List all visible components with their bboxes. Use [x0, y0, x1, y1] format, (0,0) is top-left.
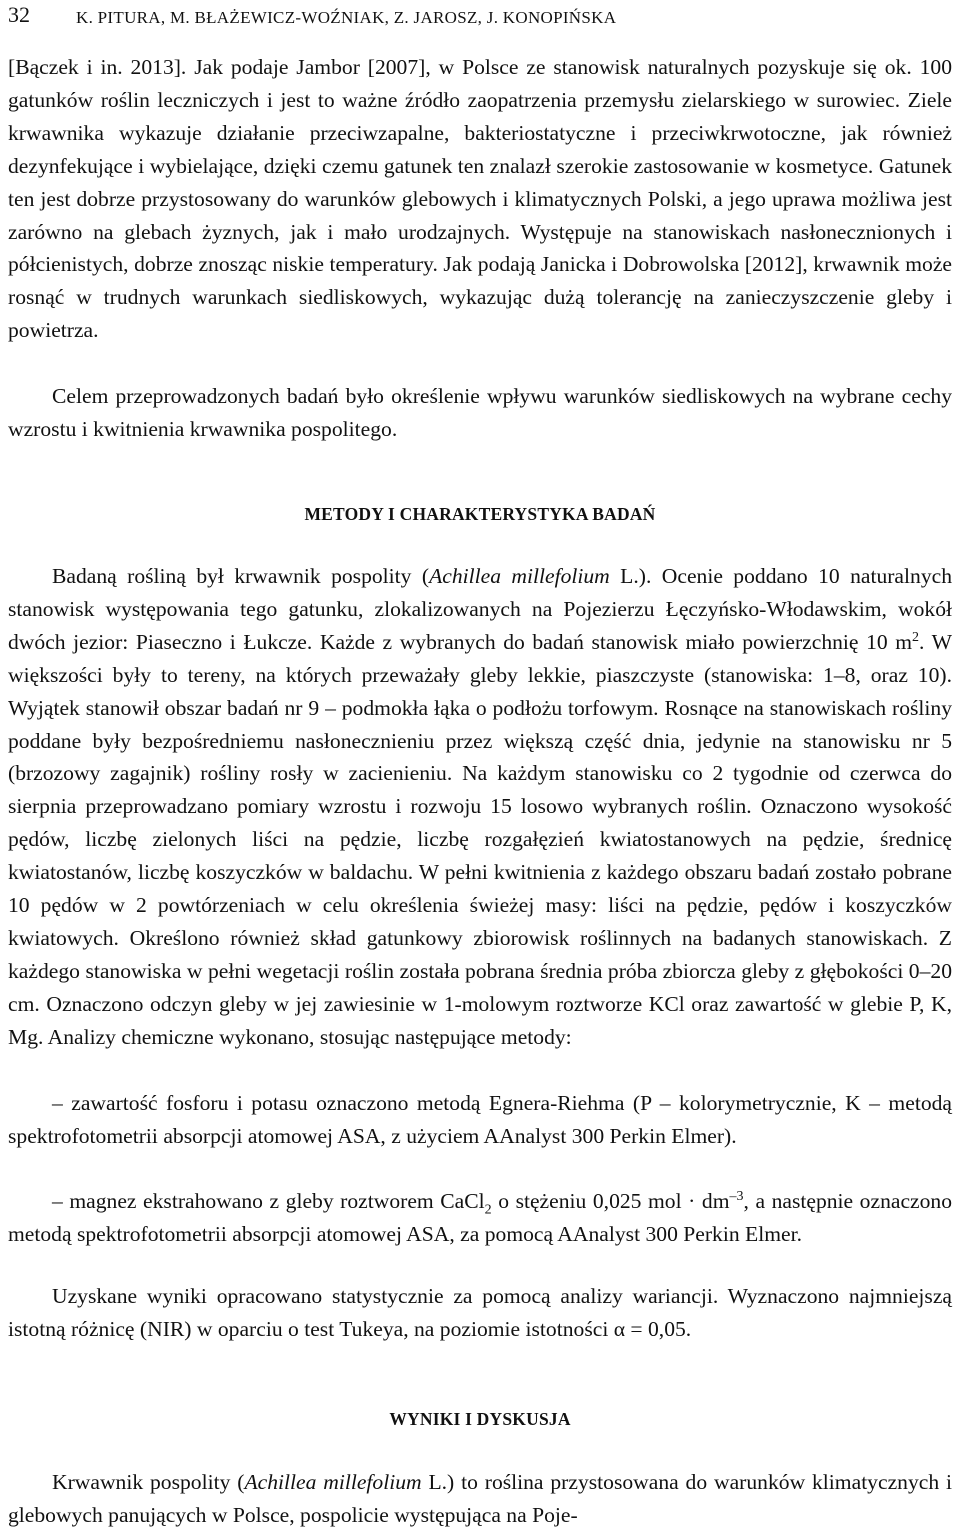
results-paragraph-1: [8, 1466, 952, 1532]
methods-text-part-1: Badaną rośliną był krwawnik pospolity (: [52, 564, 430, 588]
methods-list-item-magnesium: [8, 1185, 952, 1251]
magnesium-text-part-3: , a następnie oznaczono metodą spektrofotometrii absorpcji atomowej ASA, za pomocą AAnalyst 300 Perkin Elmer.: [8, 1189, 953, 1246]
intro-paragraph-1: [Bączek i in. 2013]. Jak podaje Jambor [2007], w Polsce ze stanowisk naturalnych pozyskuje się ok. 100 gatunków roślin leczniczych i jest to ważne źródło zaopatrzenia przemysłu zielarskiego w surowiec. Ziele krwawnika wykazuje działanie przeciwzapalne, bakteriostatyczne i przeciwkrwotoczne, jak również dezynfekujące i wybielające, dzięki czemu gatunek ten znalazł szerokie zastosowanie w kosmetyce. Gatunek ten jest dobrze przystosowany do warunków glebowych i klimatycznych Polski, a jego uprawa możliwa jest zarówno na glebach żyznych, jak i mało urodzajnych. Występuje na stanowiskach nasłonecznionych i półcienistych, dobrze znosząc niskie temperatury. Jak podają Janicka i Dobrowolska [2012], krwawnik może rosnąć w trudnych warunkach siedliskowych, wykazując dużą tolerancję na zanieczyszczenie gleby i powietrza.: [8, 55, 952, 343]
page-number: 32: [8, 2, 30, 27]
section-heading-results: WYNIKI I DYSKUSJA: [389, 1409, 571, 1429]
methods-text-part-2: L.). Ocenie poddano 10 naturalnych stanowisk występowania tego gatunku, zlokalizowanych na Pojezierzu Łęczyńsko-Włodawskim, wokół dwóch jezior: Piaseczno i Łukcze. Każde z wybranych do badań stanowisk miało powierzchnię 10 m: [8, 564, 952, 654]
methods-statistics-paragraph: Uzyskane wyniki opracowano statystycznie za pomocą analizy wariancji. Wyznaczono najmniejszą istotną różnicę (NIR) w oparciu o test Tukeya, na poziomie istotności α = 0,05.: [8, 1284, 952, 1341]
intro-paragraph-2: Celem przeprowadzonych badań było określenie wpływu warunków siedliskowych na wybrane cechy wzrostu i kwitnienia krwawnika pospolitego.: [8, 384, 952, 441]
magnesium-text-part-1: – magnez ekstrahowano z gleby roztworem CaCl: [52, 1189, 485, 1213]
running-head-authors: K. PITURA, M. BŁAŻEWICZ-WOŹNIAK, Z. JAROSZ, J. KONOPIŃSKA: [76, 8, 617, 27]
cacl2-subscript: 2: [484, 1202, 492, 1218]
page-header: [8, 2, 952, 28]
latin-species-name-results: Achillea millefolium: [244, 1470, 422, 1494]
area-unit-superscript: 2: [912, 629, 920, 645]
methods-text-part-3: . W większości były to tereny, na których przeważały gleby lekkie, piaszczyste (stanowiska: 1–8, oraz 10). Wyjątek stanowił obszar badań nr 9 – podmokła łąka o podłożu torfowym. Rosnące na stanowiskach rośliny poddane były bezpośredniemu nasłonecznieniu przez większą część dnia, jedynie na stanowisku nr 5 (brzozowy zagajnik) rośliny rosły w zacienieniu. Na każdym stanowisku co 2 tygodnie od czerwca do sierpnia przeprowadzano pomiary wzrostu i rozwoju 15 losowo wybranych roślin. Oznaczono wysokość pędów, liczbę zielonych liści na pędzie, liczbę rozgałęzień kwiatostanowych na pędzie, średnicę kwiatostanów, liczbę koszyczków w baldachu. W pełni kwitnienia z każdego obszaru badań zostało pobrane 10 pędów w 2 powtórzeniach w celu określenia świeżej masy: liści na pędzie, pędów i koszyczków kwiatowych. Określono również skład gatunkowy zbiorowisk roślinnych na badanych stanowiskach. Z każdego stanowiska w pełni wegetacji roślin została pobrana średnia próba zbiorcza gleby z głębokości 0–20 cm. Oznaczono odczyn gleby w jej zawiesinie w 1-molowym roztworze KCl oraz zawartość w glebie P, K, Mg. Analizy chemiczne wykonano, stosując następujące metody:: [8, 629, 952, 1049]
latin-species-name: Achillea millefolium: [429, 564, 610, 588]
methods-paragraph-1: [8, 560, 952, 1054]
section-heading-methods: METODY I CHARAKTERYSTYKA BADAŃ: [304, 504, 656, 524]
results-text-part-2: L.) to roślina przystosowana do warunków klimatycznych i glebowych panujących w Polsce, pospolicie występująca na Poje-: [8, 1470, 952, 1527]
magnesium-text-part-2: o stężeniu 0,025 mol · dm: [491, 1189, 730, 1213]
methods-list-item-phosphorus-potassium: – zawartość fosforu i potasu oznaczono metodą Egnera-Riehma (P – kolorymetrycznie, K – metodą spektrofotometrii absorpcji atomowej ASA, z użyciem AAnalyst 300 Perkin Elmer).: [8, 1091, 952, 1148]
results-text-part-1: Krwawnik pospolity (: [52, 1470, 245, 1494]
dm-superscript: –3: [729, 1188, 744, 1204]
